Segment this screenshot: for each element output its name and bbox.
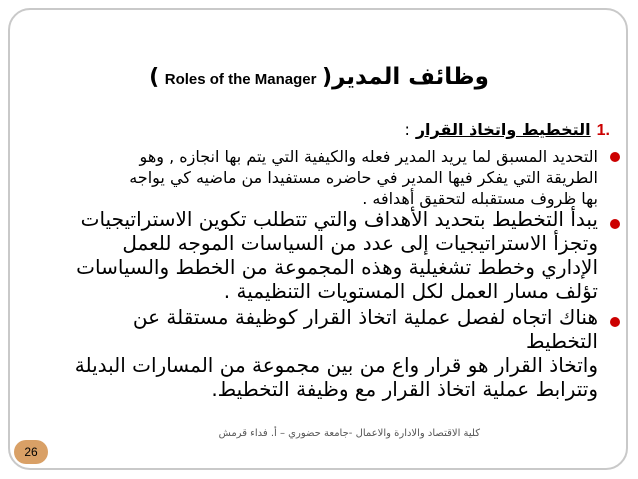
slide-footer: كلية الاقتصاد والادارة والاعمال -جامعة حضوري – أ. فداء قرمش (218, 428, 480, 439)
bullet-text (129, 146, 598, 209)
bullet-line: واتخاذ القرار هو قرار واع من بين مجموعة من المسارات البديلة (74, 353, 598, 377)
title-english: Roles of the Manager (164, 71, 317, 88)
bullet-line: التحديد المسبق لما يريد المدير فعله والكيفية التي يتم بها انجازه , وهو (139, 147, 598, 166)
bullet-item-2 (60, 207, 620, 303)
bullet-item-1 (60, 146, 620, 209)
bullet-line: هناك اتجاه لفصل عملية اتخاذ القرار كوظيفة مستقلة عن التخطيط (132, 305, 598, 353)
bullet-line: تؤلف مسار العمل لكل المستويات التنظيمية . (223, 279, 598, 303)
section-number: .1 (596, 122, 610, 139)
bullet-text (76, 207, 598, 303)
bullet-line: وتجزأ الاستراتيجيات إلى عدد من السياسات الموجه للعمل (122, 231, 598, 255)
bullet-item-3 (60, 305, 620, 401)
bullet-dot-icon (610, 219, 620, 229)
bullet-dot-icon (610, 152, 620, 162)
title-paren-open: ( (322, 65, 333, 90)
bullet-line: يبدأ التخطيط بتحديد الأهداف والتي تتطلب تكوين الاستراتيجيات (80, 207, 598, 231)
bullet-dot-icon (610, 317, 620, 327)
page-number-badge: 26 (14, 440, 48, 464)
title-arabic: وظائف المدير (332, 64, 489, 90)
section-heading-text: التخطيط واتخاذ القرار (415, 120, 591, 139)
bullet-line: الإداري وخطط تشغيلية وهذه المجموعة من الخطط والسياسات (76, 255, 598, 279)
bullet-line: الطريقة التي يفكر فيها المدير في حاضره مستفيدا من ماضيه كي يواجه (129, 168, 598, 187)
section-colon: : (404, 120, 410, 139)
bullet-text (60, 305, 598, 401)
section-heading (404, 120, 610, 140)
slide-title (0, 64, 638, 90)
bullet-line: بها ظروف مستقبله لتحقيق أهدافه . (362, 189, 598, 208)
bullet-line: وتترابط عملية اتخاذ القرار مع وظيفة التخطيط. (211, 377, 598, 401)
title-paren-close: ) (149, 65, 160, 90)
